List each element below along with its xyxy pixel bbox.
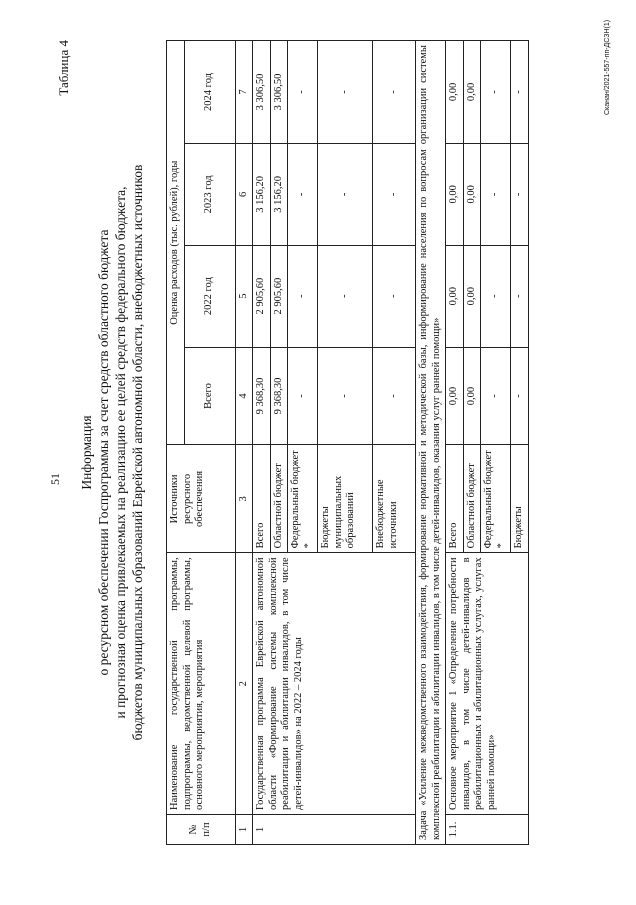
col-number: 6	[235, 143, 253, 245]
page-number: 51	[48, 473, 62, 485]
value-cell: 9 368,30	[253, 347, 271, 445]
source-cell: Федеральный бюджет *	[288, 445, 318, 553]
table-label: Таблица 4	[56, 40, 71, 96]
value-cell: 0,00	[463, 347, 481, 445]
value-cell: -	[373, 347, 416, 445]
value-cell: -	[318, 143, 373, 245]
value-cell: -	[481, 347, 511, 445]
col-number: 2	[235, 553, 253, 815]
value-cell: -	[288, 347, 318, 445]
value-cell: -	[373, 143, 416, 245]
value-cell: -	[373, 245, 416, 347]
value-cell: -	[481, 41, 511, 144]
header-2024: 2024 год	[184, 41, 235, 144]
value-cell: 0,00	[446, 347, 464, 445]
value-cell: -	[318, 347, 373, 445]
value-cell: -	[481, 245, 511, 347]
value-cell: -	[373, 41, 416, 144]
source-cell: Федеральный бюджет *	[481, 445, 511, 553]
value-cell: -	[481, 143, 511, 245]
measure-no: 1.1.	[446, 815, 529, 845]
value-cell: 3 156,20	[270, 143, 288, 245]
value-cell: -	[318, 245, 373, 347]
source-cell: Бюджеты	[511, 445, 529, 553]
value-cell: -	[511, 41, 529, 144]
task-row: Задача «Усиление межведомственного взаимодействия, формирование нормативной и методической базы, информирование населения по вопросам организации системы комплексной реабилитации и абилитации инвалидов, в том числе детей-инвалидов, оказания услуг ранней помощи»	[416, 41, 446, 845]
title-line-3: и прогнозная оценка привлекаемых на реализацию ее целей средств федерального бюджета,	[113, 186, 128, 719]
source-cell: Всего	[446, 445, 464, 553]
value-cell: -	[511, 347, 529, 445]
value-cell: -	[511, 245, 529, 347]
value-cell: 0,00	[463, 41, 481, 144]
title-line-2: о ресурсном обеспечении Госпрограммы за счет средств областного бюджета	[96, 229, 111, 676]
col-number: 1	[235, 815, 253, 845]
header-source: Источники ресурсного обеспечения	[167, 445, 236, 553]
header-2023: 2023 год	[184, 143, 235, 245]
value-cell: 0,00	[446, 41, 464, 144]
header-2022: 2022 год	[184, 245, 235, 347]
header-total: Всего	[184, 347, 235, 445]
value-cell: -	[288, 143, 318, 245]
value-cell: 3 156,20	[253, 143, 271, 245]
value-cell: 3 306,50	[253, 41, 271, 144]
value-cell: 9 368,30	[270, 347, 288, 445]
col-number: 4	[235, 347, 253, 445]
col-number: 5	[235, 245, 253, 347]
value-cell: 0,00	[463, 143, 481, 245]
col-number: 3	[235, 445, 253, 553]
col-number: 7	[235, 41, 253, 144]
title-line-4: бюджетов муниципальных образований Еврейской автономной области, внебюджетных источников	[130, 164, 145, 741]
value-cell: -	[318, 41, 373, 144]
value-cell: -	[288, 41, 318, 144]
title-line-1: Информация	[79, 415, 94, 490]
program-no: 1	[253, 815, 416, 845]
header-no: № п/п	[167, 815, 236, 845]
value-cell: 2 905,60	[253, 245, 271, 347]
value-cell: 0,00	[446, 245, 464, 347]
value-cell: 0,00	[446, 143, 464, 245]
value-cell: 2 905,60	[270, 245, 288, 347]
source-cell: Областной бюджет	[270, 445, 288, 553]
source-cell: Бюджеты муниципальных образований	[318, 445, 373, 553]
source-cell: Всего	[253, 445, 271, 553]
header-name: Наименование государственной программы, подпрограммы, ведомственной целевой программы, основного мероприятия, мероприятия	[167, 553, 236, 815]
source-cell: Областной бюджет	[463, 445, 481, 553]
value-cell: -	[511, 143, 529, 245]
source-cell: Внебюджетные источники	[373, 445, 416, 553]
value-cell: -	[288, 245, 318, 347]
measure-name: Основное мероприятие 1 «Определение потребности инвалидов, в том числе детей-инвалидов в реабилитационных и абилитационных услугах, услугах ранней помощи»	[446, 553, 529, 815]
scan-stamp: Сканан/2021-557-пп-ДСЗН(1)	[604, 19, 611, 115]
resource-table	[166, 40, 529, 845]
header-estimate: Оценка расходов (тыс. рублей), годы	[167, 41, 185, 445]
value-cell: 0,00	[463, 245, 481, 347]
program-name: Государственная программа Еврейской автономной области «Формирование системы комплексной реабилитации и абилитации инвалидов, в том числе детей-инвалидов» на 2022 – 2024 годы	[253, 553, 416, 815]
value-cell: 3 306,50	[270, 41, 288, 144]
